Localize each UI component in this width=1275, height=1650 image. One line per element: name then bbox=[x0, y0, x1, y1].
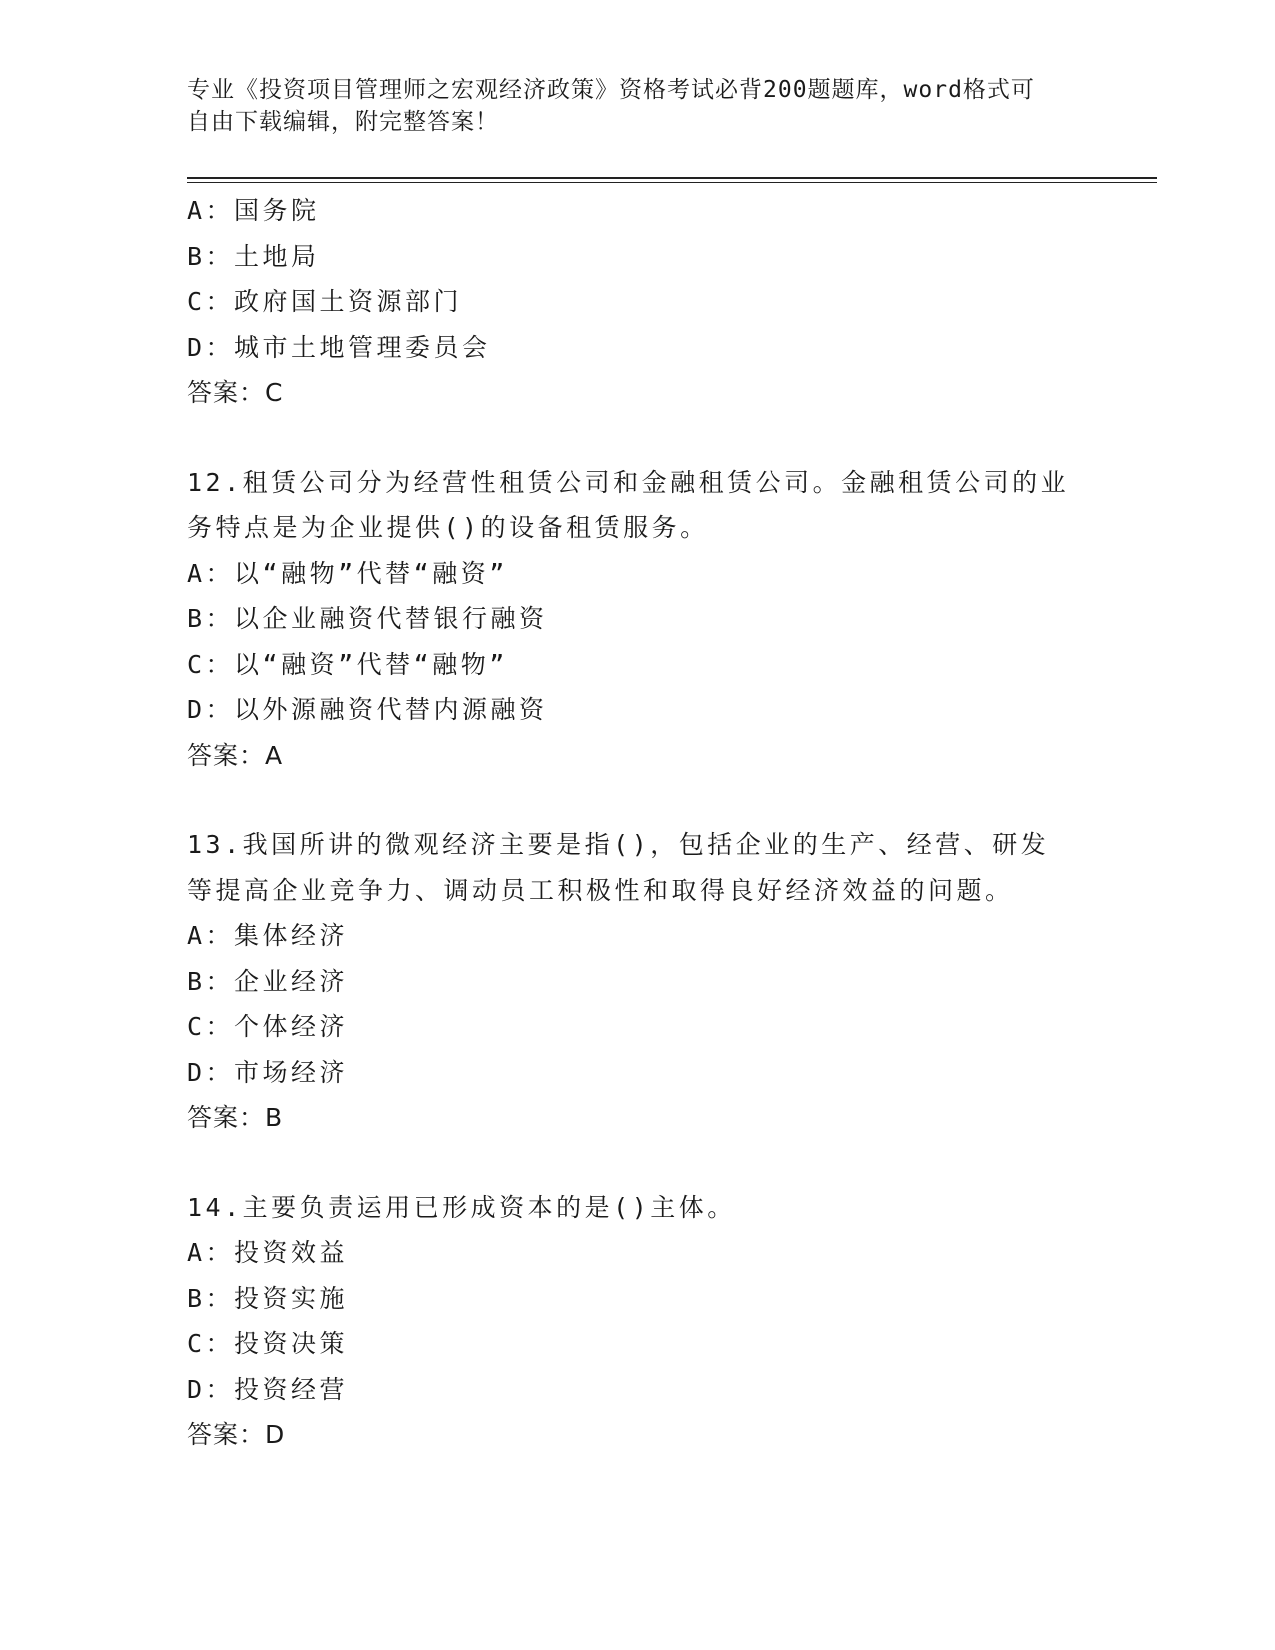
header-divider-thin bbox=[187, 182, 1157, 183]
option-c: C：个体经济 bbox=[187, 1012, 349, 1041]
question-block-12 bbox=[187, 460, 1087, 779]
option-c: C：以“融资”代替“融物” bbox=[187, 649, 508, 679]
option-a: A：集体经济 bbox=[187, 921, 349, 950]
answer-line: 答案：D bbox=[187, 1420, 286, 1449]
question-block-14 bbox=[187, 1185, 1087, 1458]
question-text: 12.租赁公司分为经营性租赁公司和金融租赁公司。金融租赁公司的业务特点是为企业提供()的设备租赁服务。 bbox=[187, 467, 1070, 542]
spacer bbox=[187, 1141, 1087, 1185]
question-text: 13.我国所讲的微观经济主要是指()，包括企业的生产、经营、研发等提高企业竞争力、调动员工积极性和取得良好经济效益的问题。 bbox=[187, 830, 1050, 905]
option-d: D：市场经济 bbox=[187, 1057, 349, 1087]
answer-line: 答案：B bbox=[187, 1103, 284, 1132]
option-b: B：以企业融资代替银行融资 bbox=[187, 604, 548, 633]
header-divider-thick bbox=[187, 177, 1157, 179]
option-a: A：投资效益 bbox=[187, 1238, 349, 1267]
option-b: B：投资实施 bbox=[187, 1283, 349, 1313]
option-d: D：城市土地管理委员会 bbox=[187, 332, 491, 362]
question-text: 14.主要负责运用已形成资本的是()主体。 bbox=[187, 1192, 736, 1222]
question-block-13 bbox=[187, 822, 1087, 1141]
option-c: C：政府国土资源部门 bbox=[187, 287, 463, 316]
spacer bbox=[187, 416, 1087, 460]
option-b: B：企业经济 bbox=[187, 966, 349, 996]
answer-line: 答案：A bbox=[187, 740, 284, 770]
option-d: D：以外源融资代替内源融资 bbox=[187, 695, 548, 724]
answer-line: 答案：C bbox=[187, 378, 284, 407]
option-a: A：国务院 bbox=[187, 196, 320, 225]
question-block-11 bbox=[187, 188, 1087, 416]
question-list bbox=[187, 188, 1087, 1458]
option-c: C：投资决策 bbox=[187, 1329, 349, 1358]
document-header: 专业《投资项目管理师之宏观经济政策》资格考试必背200题题库，word格式可 自由下载编辑，附完整答案！ bbox=[187, 77, 1035, 135]
option-b: B：土地局 bbox=[187, 241, 320, 271]
option-d: D：投资经营 bbox=[187, 1374, 349, 1404]
spacer bbox=[187, 778, 1087, 822]
option-a: A：以“融物”代替“融资” bbox=[187, 558, 508, 588]
